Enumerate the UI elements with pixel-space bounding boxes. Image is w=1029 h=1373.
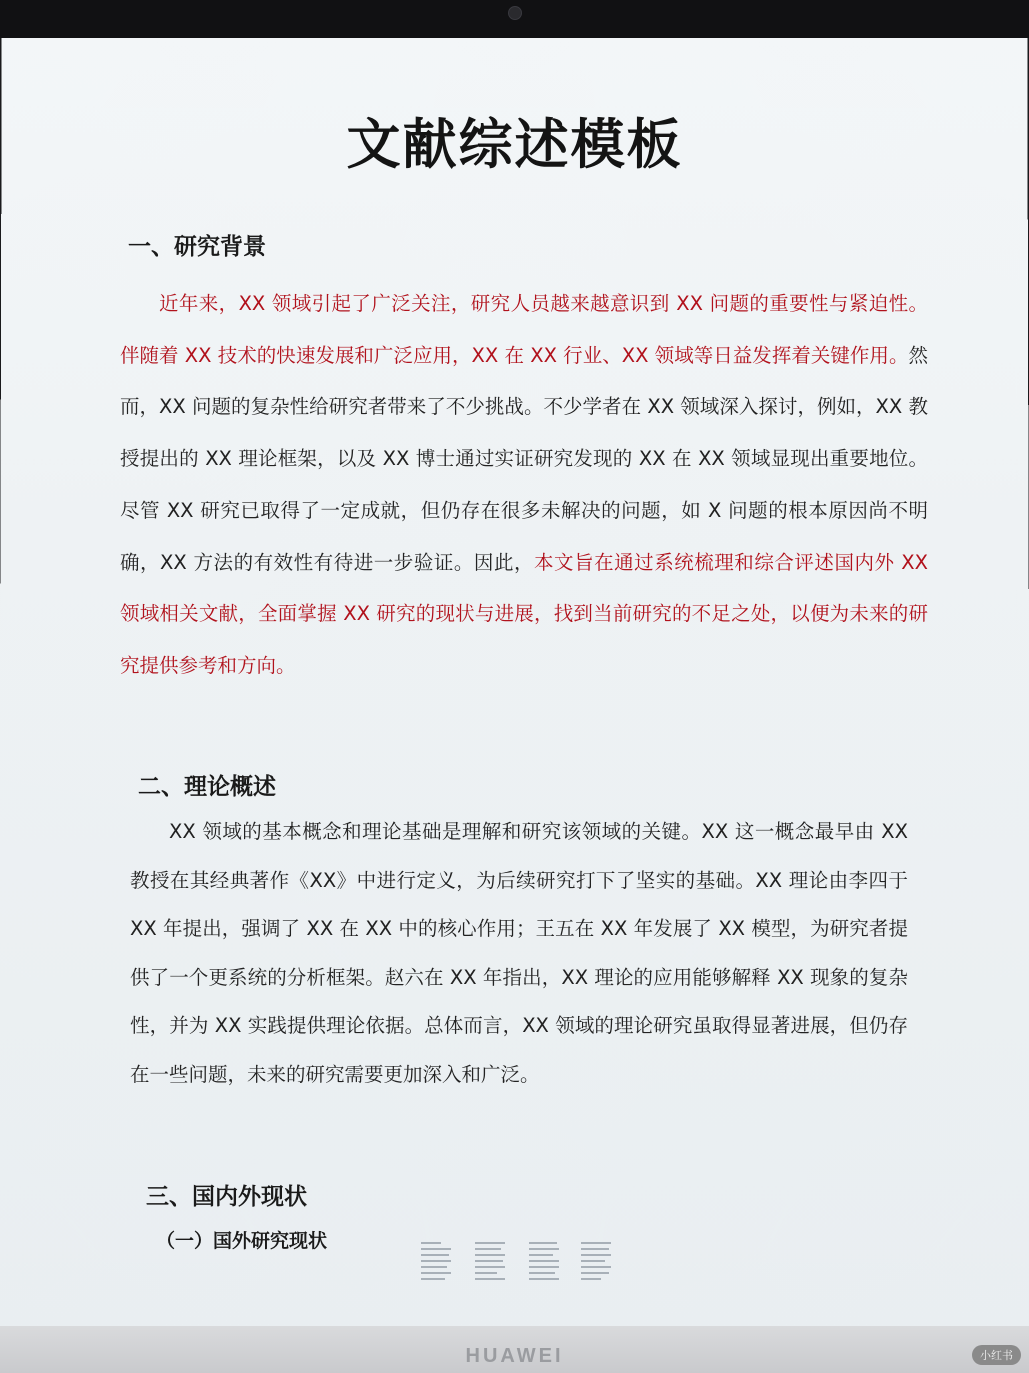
document-title: 文献综述模板 — [346, 113, 683, 176]
body-text-challenges: 然而，XX 问题的复杂性给研究者带来了不少挑战。不少学者在 XX 领域深入探讨，例如，XX 教授提出的 XX 理论框架，以及 XX 博士通过实证研究发现的 XX 在 XX 领域显现出重要地位。尽管 XX 研究已取得了一定成就，但仍存在很多未解决的问题，如 X 问题的根本原因尚不明确，XX 方法的有效性有待进一步验证。因此， — [120, 343, 928, 574]
section-heading-theory-overview: 二、理论概述 — [138, 774, 276, 800]
highlighted-text-intro: 近年来，XX 领域引起了广泛关注，研究人员越来越意识到 XX 问题的重要性与紧迫性。伴随着 XX 技术的快速发展和广泛应用，XX 在 XX 行业、XX 领域等日益发挥着关键作用。 — [120, 292, 928, 367]
section-heading-research-background: 一、研究背景 — [128, 234, 266, 260]
app-watermark: 小红书 — [972, 1345, 1021, 1365]
highlighted-text-purpose: 本文旨在通过系统梳理和综合评述国内外 XX 领域相关文献，全面掌握 XX 研究的现状与进展，找到当前研究的不足之处，以便为未来的研究提供参考和方向。 — [120, 550, 928, 677]
front-camera-icon — [508, 6, 522, 20]
page-thumbnail-4[interactable] — [578, 1238, 614, 1288]
tablet-top-bezel — [0, 0, 1029, 38]
theory-overview-paragraph: XX 领域的基本概念和理论基础是理解和研究该领域的关键。XX 这一概念最早由 XX 教授在其经典著作《XX》中进行定义，为后续研究打下了坚实的基础。XX 理论由李四于 XX 年提出，强调了 XX 在 XX 中的核心作用；王五在 XX 年发展了 XX 模型，为研究者提供了一个更系统的分析框架。赵六在 XX 年指出，XX 理论的应用能够解释 XX 现象的复杂性，并为 XX 实践提供理论依据。总体而言，XX 领域的理论研究虽取得显著进展，但仍存在一些问题，未来的研究需要更加深入和广泛。 — [130, 820, 908, 1086]
section-heading-current-status: 三、国内外现状 — [146, 1184, 307, 1210]
page-thumbnail-3[interactable] — [526, 1238, 562, 1288]
page-thumbnail-2[interactable] — [472, 1238, 508, 1288]
research-background-paragraph — [120, 278, 928, 692]
page-thumbnail-1[interactable] — [418, 1238, 454, 1288]
subsection-heading-foreign-research: （一）国外研究现状 — [156, 1230, 328, 1252]
page-thumbnail-strip[interactable] — [418, 1238, 618, 1292]
device-brand-logo: HUAWEI — [465, 1345, 564, 1367]
